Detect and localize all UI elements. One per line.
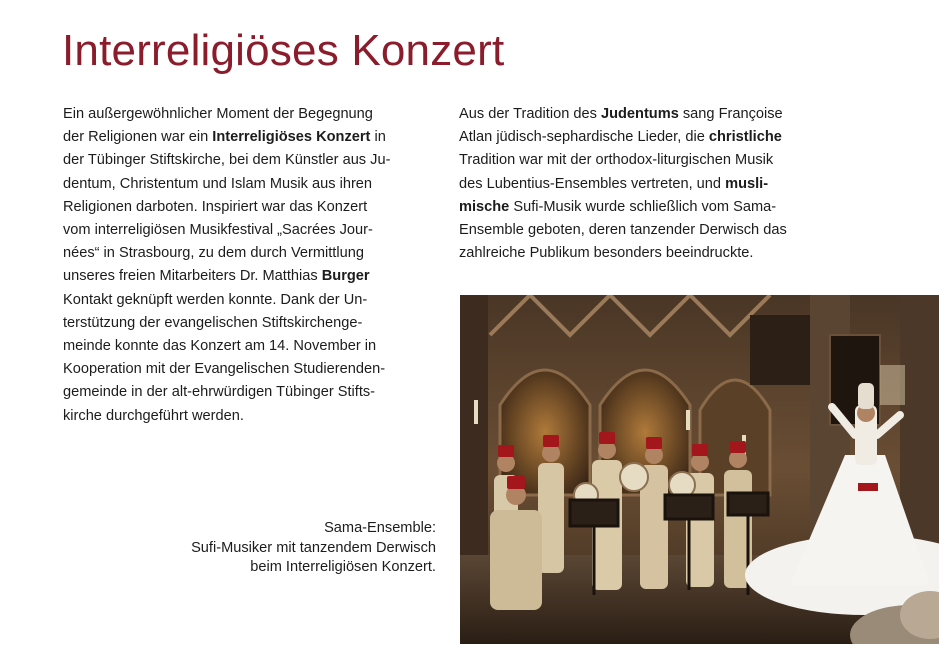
concert-photo (460, 295, 939, 644)
text-line: dentum, Christentum und Islam Musik aus ihren (63, 175, 373, 192)
highlight-concert: Interreligiöses Konzert (212, 129, 371, 146)
caption-line: Sama-Ensemble: (324, 520, 436, 536)
caption-line: Sufi-Musiker mit tanzendem Derwisch (191, 539, 436, 556)
highlight-christlich: christliche (708, 129, 782, 146)
text-line: Aus der Tradition des Judentums sang Françoise (459, 106, 783, 122)
text-line: kirche durchgeführt werden. (63, 407, 244, 424)
text-line: Ensemble geboten, deren tanzender Derwisch das (459, 222, 787, 239)
text-line: Ein außergewöhnlicher Moment der Begegnung (63, 106, 373, 122)
text-line: mische Sufi-Musik wurde schließlich vom Sama- (459, 198, 777, 215)
text-line: Kontakt geknüpft werden konnte. Dank der Un- (63, 291, 368, 308)
text-line: nées“ in Strasbourg, zu dem durch Vermittlung (63, 245, 364, 262)
text-line: Atlan jüdisch-sephardische Lieder, die christliche (459, 129, 782, 146)
text-line: unseres freien Mitarbeiters Dr. Matthias Burger (63, 268, 370, 285)
highlight-muslimisch-1: musli- (725, 175, 769, 192)
article-column-right (459, 103, 833, 265)
article-column-left (63, 103, 427, 428)
text-line: zahlreiche Publikum besonders beeindruckte. (459, 245, 754, 262)
text-line: Tradition war mit der orthodox-liturgischen Musik (459, 152, 774, 169)
highlight-muslimisch-2: mische (459, 198, 510, 215)
photo-caption (191, 519, 436, 578)
text-line: meinde konnte das Konzert am 14. November in (63, 338, 377, 355)
text-line: Religionen darboten. Inspiriert war das Konzert (63, 198, 368, 215)
text-line: Kooperation mit der Evangelischen Studierenden- (63, 361, 386, 378)
caption-line: beim Interreligiösen Konzert. (250, 559, 436, 576)
page-title: Interreligiöses Konzert (62, 26, 505, 75)
highlight-burger: Burger (321, 268, 370, 285)
text-line: des Lubentius-Ensembles vertreten, und musli- (459, 175, 769, 192)
text-line: der Religionen war ein Interreligiöses Konzert in (63, 129, 386, 146)
text-line: gemeinde in der alt-ehrwürdigen Tübinger Stifts- (63, 384, 376, 401)
text-line: der Tübinger Stiftskirche, bei dem Künstler aus Ju- (63, 152, 391, 169)
highlight-judentum: Judentums (600, 106, 679, 122)
text-line: vom interreligiösen Musikfestival „Sacrées Jour- (63, 222, 373, 239)
text-line: terstützung der evangelischen Stiftskirchenge- (63, 314, 363, 331)
